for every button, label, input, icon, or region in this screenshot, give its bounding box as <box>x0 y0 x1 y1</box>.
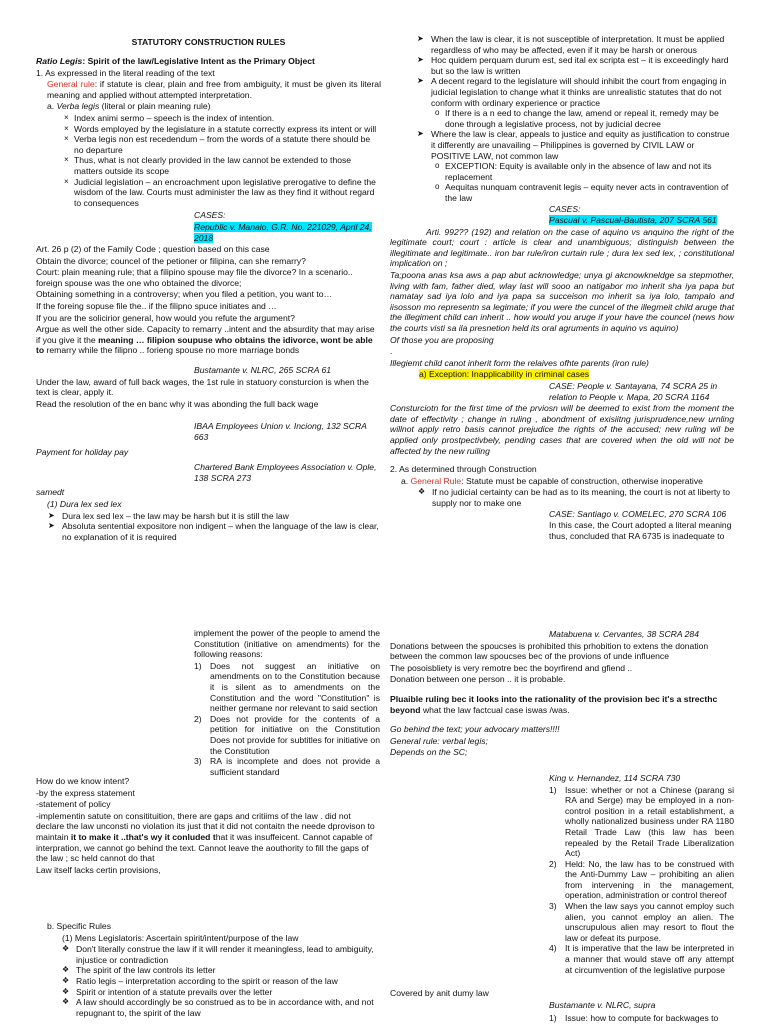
list-item: ❖ A law should accordingly be so construed as to be in accordance with, and not repugnant to, the spirit of the law <box>62 997 381 1018</box>
depends-note: Depends on the SC; <box>390 747 468 758</box>
note-line: Court: plain meaning rule; that a filipino spouse may file the divorce? In a scenario.. foreign spouse was the one who obtained the divorce; <box>36 267 353 288</box>
case-ibaa: IBAA Employees Union v. Inciong, 132 SCRA 663 <box>194 421 367 442</box>
note-text: -implementin satute on consitituition, there are gaps and critiims of the law . did not declare the law unconsti no violation its just that it did not contaitn the neede dprovison to maintain <box>36 810 375 842</box>
remedy-list <box>390 108 734 129</box>
note-text: what the law factcual case iswas /was. <box>420 704 570 715</box>
reasons-list <box>194 661 380 778</box>
note-line: Donation between one person .. it is probable. <box>390 674 566 685</box>
note-bold: it to make it ..that's wy it conluded t <box>70 831 216 842</box>
argue-text: remarry while the filipno .. forieng spouse no more marriage bonds <box>44 345 300 356</box>
ratio-legis-heading <box>36 56 381 67</box>
equity-exception-list <box>390 161 734 203</box>
general-rule-text: : if statute is clear, plain and free from ambiguity, it must be given its literal meaning and applied without attempted interpretation. <box>47 79 381 100</box>
case-bustamante: Bustamante v. NLRC, 265 SCRA 61 <box>194 365 332 376</box>
general-rule-text: : Statute must be capable of construction, otherwise inoperative <box>461 475 703 486</box>
list-item: ➤ A decent regard to the legislature will should inhibit the court from engaging in judicial legislation to change what it thinks are unrealistic statutes that do not conform with ordinary experience or practice <box>417 76 734 108</box>
page-title: STATUTORY CONSTRUCTION RULES <box>131 37 286 47</box>
list-item: ➤ Hoc quidem perquam durum est, sed ital ex scripta est – it is exceedingly hard but so the law is written <box>417 55 734 76</box>
cases-label: CASES: <box>194 210 226 221</box>
king-list <box>390 785 734 976</box>
note-line: Obtain the divorce; councel of the petioner or filipina, can she remarry? <box>36 255 306 266</box>
argue-bold: meaning … filipion soupuse who obtains the idivorce, wont be able to <box>36 334 373 356</box>
list-number: 2) <box>194 713 202 724</box>
list-item: ❖ Spirit or intention of a statute prevails over the letter <box>62 987 381 998</box>
list-item <box>194 714 380 756</box>
list-item <box>549 901 734 943</box>
implementin-note <box>36 811 381 864</box>
verba-legis-desc: (literal or plain meaning rule) <box>99 101 211 112</box>
list-item: ❖ If no judicial certainty can be had as to its meaning, the court is not at liberty to supply nor to make one <box>418 487 734 508</box>
list-item: ➤ Where the law is clear, appeals to justice and equity as justification to construe it differently are unavailing – Philippines is governed by CIVIL LAW or POSITIVE LAW, not common law <box>417 129 734 161</box>
intent-notes <box>36 776 381 876</box>
specific-rules-heading: b. Specific Rules <box>47 921 112 931</box>
list-item: × Thus, what is not clearly provided in the law cannot be extended to those matters outside its scope <box>62 155 381 176</box>
list-number: 4) <box>549 943 557 954</box>
case-republic-manalo <box>36 222 381 243</box>
santiago-continuation <box>194 628 380 777</box>
samedt-note: samedt <box>36 487 65 498</box>
bustamante-issue <box>549 1013 734 1024</box>
left-column-top <box>36 56 381 542</box>
note-line: -by the express statement <box>36 787 135 798</box>
note-line: -statement of policy <box>36 799 111 810</box>
list-item: × Judicial legislation – an encroachment upon legislative prerogative to define the wisdom of the law. Courts must administer the law as they find it without regard to consequences <box>62 177 381 209</box>
exception-criminal <box>390 369 734 380</box>
note-line: How do we know intent? <box>36 776 130 786</box>
case-pascual <box>390 215 734 226</box>
item-2: 2. As determined through Construction <box>390 464 537 475</box>
dura-lex-list <box>36 511 381 543</box>
list-item: o Aequitas nunquam contravenit legis – equity never acts in contravention of the law <box>433 182 734 203</box>
list-number: 1) <box>549 784 557 795</box>
list-number: 1) <box>549 1013 557 1023</box>
covered-note: Covered by anit dumy law <box>390 988 489 998</box>
rule-letter: a. <box>401 475 411 486</box>
note-text: hat it was insuffeicent. Cannot capable of interpration, we cannot go behind the text. Cannot leave the aouthority to fill the gaps of the law ; sc held cannot do that <box>36 831 373 864</box>
list-item: ❖ Don't literally construe the law if it will render it meaningless, lead to ambiguity, injustice or contradiction <box>62 944 381 965</box>
verba-legis-letter: a. <box>47 101 57 112</box>
case-king: King v. Hernandez, 114 SCRA 730 <box>549 772 681 783</box>
list-text: Held: No, the law has to be construed with the Anti-Dummy Law – prohibiting an alien from intervening in the management, operation, administration or control thereof <box>565 858 734 901</box>
right-column-top <box>390 34 734 542</box>
certainty-list <box>390 487 734 508</box>
general-rule-label: General rule <box>47 79 95 90</box>
note-line: Donations between the spoucses is prohibited this prhobition to extens the donation between the common law spoucses bec of the provions of unde influence <box>390 640 709 662</box>
mens-legislatoris: (1) Mens Legislatoris: Ascertain spirit/intent/purpose of the law <box>62 932 299 943</box>
general-rule-2 <box>390 476 734 487</box>
list-number: 3) <box>549 901 557 912</box>
list-item: o If there is a n eed to change the law, amend or repeal it, remedy may be done through a legislative process, not by judicial decree <box>433 108 734 129</box>
mens-legislatoris-list <box>36 944 381 1018</box>
list-item: ➤ Dura lex sed lex – the law may be harsh but it is still the law <box>48 511 381 522</box>
note-line: Obtaining something in a controversy; when you filed a petition, you want to… <box>36 289 333 300</box>
case-matabuena: Matabuena v. Cervantes, 38 SCRA 284 <box>549 629 699 639</box>
argue-note <box>36 324 381 356</box>
case-bustamante-supra: Bustamante v. NLRC, supra <box>549 1000 656 1010</box>
dura-lex-heading: (1) Dura lex sed lex <box>47 498 122 509</box>
note-line: Art. 26 p (2) of the Family Code ; question based on this case <box>36 244 270 255</box>
general-rule-label: General Rule <box>410 475 462 486</box>
list-item: × Verba legis non est recedendum – from the words of a statute there should be no departure <box>62 134 381 155</box>
general-rule <box>36 79 381 100</box>
list-number: 2) <box>549 858 557 869</box>
go-behind-note: Go behind the text; your advocary matters!!!! <box>390 724 560 735</box>
list-text: When the law says you cannot employ such alien, you cannot employ an alien. The unscrupulous alien may resort to flout the law or defeat its purpose. <box>565 901 734 943</box>
note-line: If the foreing sopuse file the.. if the filipno spuce initiates and … <box>36 301 277 312</box>
list-item: ❖ Ratio legis – interpretation according to the spirit or reason of the law <box>62 976 381 987</box>
case-citation: Pascual v. Pascual-Bautista, 207 SCRA 561 <box>549 215 717 226</box>
note-line: Read the resolution of the en banc why it was abonding the full back wage <box>36 398 319 409</box>
list-text: Issue: how to compute for backwages to <box>565 1013 719 1023</box>
case-chartered-bank: Chartered Bank Employees Association v. Ople, 138 SCRA 273 <box>194 462 377 483</box>
illegiemt-note: Illegiemt child canot inherit form the relaives ofhte parents (iron rule) <box>390 357 649 368</box>
equity-list <box>390 129 734 161</box>
art-992-note: Arti. 992?? (192) and relation on the case of aquino vs anquino the right of the legitimate court; court : article is clear and unambiguous; distinguish between the illegitimate and legitimate.. iron bar rule/iron curtain rule ; dura lex sed lex, ; constitutional implication on ; <box>390 226 734 269</box>
list-item <box>549 859 734 901</box>
list-item: ➤ When the law is clear, it is not susceptible of interpretation. It must be applied regardless of who may be affected, even if it may be harsh or onerous <box>417 34 734 55</box>
consturciotn-note: Consturciotn for the first time of the prviosn will be deemed to exist from the moment the date of effectivity ; change in ruling , abondment of exisiitng jurisprudence,new urnling willnot apply retro basis cannot prejudice the rights of the accused; new ruling wil be applied only prostpectivbely, pending cases that are covered when the old will not be affected by the new ruiling <box>390 403 734 456</box>
list-item: × Index animi sermo – speech is the index of intention. <box>62 113 381 124</box>
note-bold: Pluaible ruling bec it looks into the rationality of the provision bec it's a strecthc beyond <box>390 693 718 715</box>
tapoona-note: Ta;poona anas ksa aws a pap abut acknowledge; unya gi akcnowkneldge sa stepmother, living with fam, father died, wlay last will sooo an natigabor mo inherit sha iya papa but namatay sad iya lolo and iya papa sa succeison mo inherit sa iya lolo, tampalo and iisosson mo representn sa legimate; if you were the cuncel of the illegmeit child aruge that the illegiment child can inherit .. how would you aruge if your have the councel (news how the courts visti sa ila presnetion held its oral agruments in aquino vs aquino) <box>390 270 734 334</box>
case-santiago: CASE: Santiago v. COMELEC, 270 SCRA 106 <box>549 508 727 519</box>
case-santayana: CASE: People v. Santayana, 74 SCRA 25 in relation to People v. Mapa, 20 SCRA 1164 <box>549 381 718 402</box>
ratio-legis-term: Ratio Legis <box>36 56 83 66</box>
list-number: 1) <box>194 660 202 671</box>
note-line: The posoisbliety is very remotre bec the boyrfirend and gfiend .. <box>390 662 633 673</box>
dot: . <box>390 346 393 357</box>
list-item <box>194 756 380 777</box>
list-text: It is imperative that the law be interpreted in a manner that would stave off any attempt at circumvention of the legislative purpose <box>565 943 734 975</box>
verba-legis-heading <box>36 101 381 112</box>
payment-note: Payment for holiday pay <box>36 446 129 457</box>
pluaible-note <box>390 694 734 715</box>
right-column-middle <box>390 629 734 975</box>
case-citation: Republic v. Manalo, G.R. No. 221029, April 24, 2018 <box>194 221 372 243</box>
list-item: ❖ The spirit of the law controls its letter <box>62 965 381 976</box>
ratio-legis-desc: : Spirit of the law/Legislative Intent as the Primary Object <box>82 56 315 66</box>
note-line: Law itself lacks certin provisions, <box>36 864 161 875</box>
cases-label: CASES: <box>549 203 581 214</box>
list-item: o EXCEPTION: Equity is available only in the absence of law and not its replacement <box>433 161 734 182</box>
specific-rules <box>36 921 381 1018</box>
list-item: × Words employed by the legislature in a statute correctly express its intent or will <box>62 124 381 135</box>
santiago-text: In this case, the Court adopted a literal meaning thus, concluded that RA 6735 is inadequate to <box>549 520 732 541</box>
general-rule-note: General rule: verbal legis; <box>390 735 488 746</box>
clear-law-list <box>390 34 734 108</box>
note-line: If you are the solicirior general, how would you refute the argument? <box>36 312 295 323</box>
list-text: RA is incomplete and does not provide a sufficient standard <box>210 756 380 777</box>
implement-text: implement the power of the people to amend the Constitution (initiative on amendments) for the following reasons: <box>194 628 380 660</box>
list-item <box>194 661 380 714</box>
list-text: Does not provide for the contents of a petition for initiative on the Constitution Does not provide for subtitles for initiative on the Constitution <box>210 713 380 756</box>
list-number: 3) <box>194 756 202 767</box>
note-line: Under the law, award of full back wages, the 1st rule in statuory consturcion is when the text is clear, apply it. <box>36 376 369 398</box>
verba-legis-list <box>36 113 381 208</box>
list-text: Does not suggest an initiative on amendments on to the Constitution because it is silent as to amendments on the Constitution and the word "Constitution" is neither germane nor relevant to said section <box>210 660 380 714</box>
list-item <box>549 785 734 859</box>
argue-text: Argue as well the other side. Capacity to remarry ..intent and the absurdity that may arise if you give it the <box>36 324 375 345</box>
list-text: Issue: whether or not a Chinese (parang si RA and Serge) may be employed in a non-control position in a retail establishment, a wholly nationalized business under RA 1180 Retail Trade Law (this law has been repealed by the Retail Trade Liberalization Act) <box>565 784 734 859</box>
list-item: ➤ Absoluta sentential expositore non indigent – when the language of the law is clear, no explanation of it is required <box>48 521 381 542</box>
list-item <box>549 943 734 975</box>
item-1: 1. As expressed in the literal reading of the text <box>36 67 215 78</box>
exception-text: a) Exception: Inapplicability in criminal cases <box>419 369 590 380</box>
of-those-note: Of those you are proposing <box>390 334 494 345</box>
verba-legis-term: Verba legis <box>56 101 100 112</box>
